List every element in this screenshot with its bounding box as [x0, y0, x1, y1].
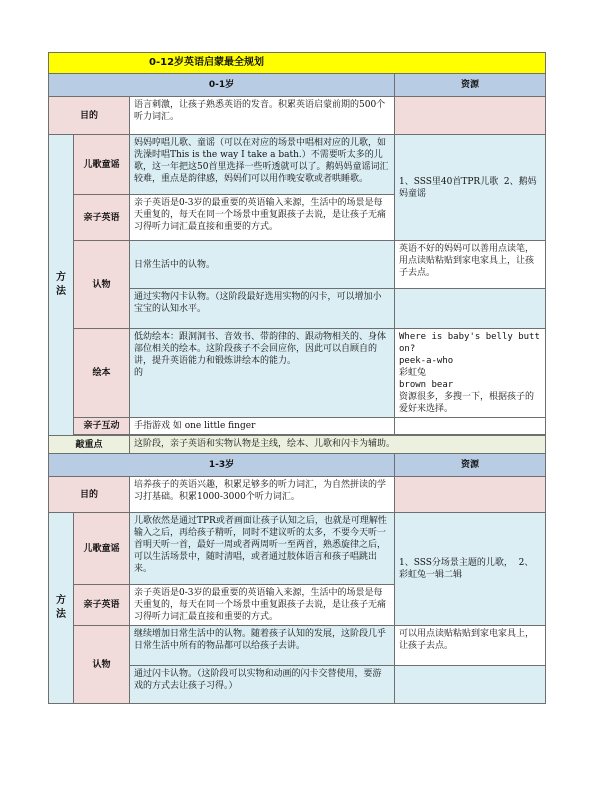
section1-picture-row [49, 329, 546, 418]
section1-method-text: 方法 [56, 272, 66, 297]
section1-goal-text: 语言刺激，让孩子熟悉英语的发音。积累英语启蒙前期的500个听力词汇。 [130, 97, 395, 135]
section2-age-header: 1-3岁 [49, 454, 395, 477]
section1-focus-text: 这阶段，亲子英语和实物认物是主线，绘本、儿歌和闪卡为辅助。 [130, 436, 546, 454]
section1-parent-label: 亲子英语 [74, 195, 130, 241]
section2-parent-text: 亲子英语是0-3岁的最重要的英语输入来源，生活中的场景是每天重复的，每天在同一个场景中重复跟孩子去说，是让孩子无痛习得听力词汇最直接和重要的方式。 [130, 585, 395, 626]
section1-object-row1 [49, 241, 546, 289]
section1-goal-row [49, 97, 546, 135]
section1-songs-text: 妈妈哼唱儿歌、童谣（可以在对应的场景中唱相对应的儿歌，如洗澡时唱This is the way I take a bath.）不需要听太多的儿歌，这一年把这50首里选择一些听透就可以了。鹅妈妈童谣词汇较难，重点是韵律感，妈妈们可以用作晚安歌或者哄睡歌。 [130, 135, 395, 195]
section2-goal-text: 培养孩子的英语兴趣，积累足够多的听力词汇，为自然拼读的学习打基础。积累1000-3000个听力词汇。 [130, 477, 395, 513]
section1-interact-label: 亲子互动 [74, 418, 130, 435]
section2-songs-label: 儿歌童谣 [74, 513, 130, 585]
section2-method-label [49, 513, 74, 704]
section2-method-text: 方法 [56, 595, 66, 620]
title-row [49, 53, 546, 74]
section2-object-resource2 [395, 666, 546, 704]
section1-songs-label: 儿歌童谣 [74, 135, 130, 195]
section2-object-text2: 通过闪卡认物。（这阶段可以实物和动画的闪卡交替使用，要游戏的方式去让孩子习得。） [130, 666, 395, 704]
section2-object-text1: 继续增加日常生活中的认物。随着孩子认知的发展，这阶段几乎日常生活中所有的物品都可以给孩子去讲。 [130, 626, 395, 666]
section2-songs-row [49, 513, 546, 585]
section1-parent-text: 亲子英语是0-3岁的最重要的英语输入来源，生活中的场景是每天重复的，每天在同一个场景中重复跟孩子去说，是让孩子无痛习得听力词汇最直接和重要的方式。 [130, 195, 395, 241]
section1-age-header: 0-1岁 [49, 74, 395, 97]
section1-interact-resource [395, 418, 546, 435]
section2-goal-resource [395, 477, 546, 513]
section1-focus-row [49, 436, 546, 454]
planning-sheet [48, 52, 545, 704]
section2-header-row [49, 454, 546, 477]
section1-object-label: 认物 [74, 241, 130, 329]
section1-object-text1: 日常生活中的认物。 [130, 241, 395, 289]
section1-interact-row [49, 418, 546, 435]
section2-object-resource: 可以用点读贴粘贴到家电家具上，让孩子去点。 [395, 626, 546, 666]
sheet-title: 0-12岁英语启蒙最全规划 [49, 53, 546, 74]
section1-object-resource: 英语不好的妈妈可以善用点读笔，用点读贴粘贴到家电家具上，让孩子去点。 [395, 241, 546, 289]
section1-focus-label: 敲重点 [49, 436, 130, 454]
section1-songs-row [49, 135, 546, 195]
section1-object-text2: 通过实物闪卡认物。（这阶段最好选用实物的闪卡，可以增加小宝宝的认知水平。 [130, 289, 395, 329]
section2-object-label: 认物 [74, 626, 130, 704]
section1-picture-resource: Where is baby's belly button? peek-a-who 彩虹兔 brown bear 资源很多，多搜一下，根据孩子的爱好来选择。 [395, 329, 546, 418]
section1-picture-text: 低幼绘本：跟洞洞书、音效书、带韵律的、跟动物相关的、身体部位相关的绘本。这阶段孩子不会回应你，因此可以自顾自的讲，提升英语能力和锻炼讲绘本的能力。 的 [130, 329, 395, 418]
planning-table [48, 52, 546, 704]
section1-method-label [49, 135, 74, 436]
section2-resource-header: 资源 [395, 454, 546, 477]
section1-header-row [49, 74, 546, 97]
section1-resource-header: 资源 [395, 74, 546, 97]
section1-goal-label: 目的 [49, 97, 130, 135]
section2-parent-label: 亲子英语 [74, 585, 130, 626]
section2-songs-text: 儿歌依然是通过TPR或者画面让孩子认知之后，也就是可理解性输入之后，再给孩子精听，同时不建议听的太多，不要今天听一首明天听一首，最好一周或者两周听一至两首，熟悉旋律之后，可以生活场景中，随时清唱，或者通过肢体语言和孩子唱跳出来。 [130, 513, 395, 585]
section1-goal-resource [395, 97, 546, 135]
section1-object-resource2 [395, 289, 546, 329]
section2-object-row1 [49, 626, 546, 666]
section1-picture-label: 绘本 [74, 329, 130, 418]
section1-interact-text: 手指游戏 如 one little finger [130, 418, 395, 435]
section2-goal-row [49, 477, 546, 513]
section2-songs-resource: 1、SSS分场景主题的儿歌， 2、彩虹兔一辑二辑 [395, 513, 546, 626]
section1-songs-resource: 1、SSS里40首TPR儿歌 2、鹅妈妈童谣 [395, 135, 546, 241]
section2-goal-label: 目的 [49, 477, 130, 513]
